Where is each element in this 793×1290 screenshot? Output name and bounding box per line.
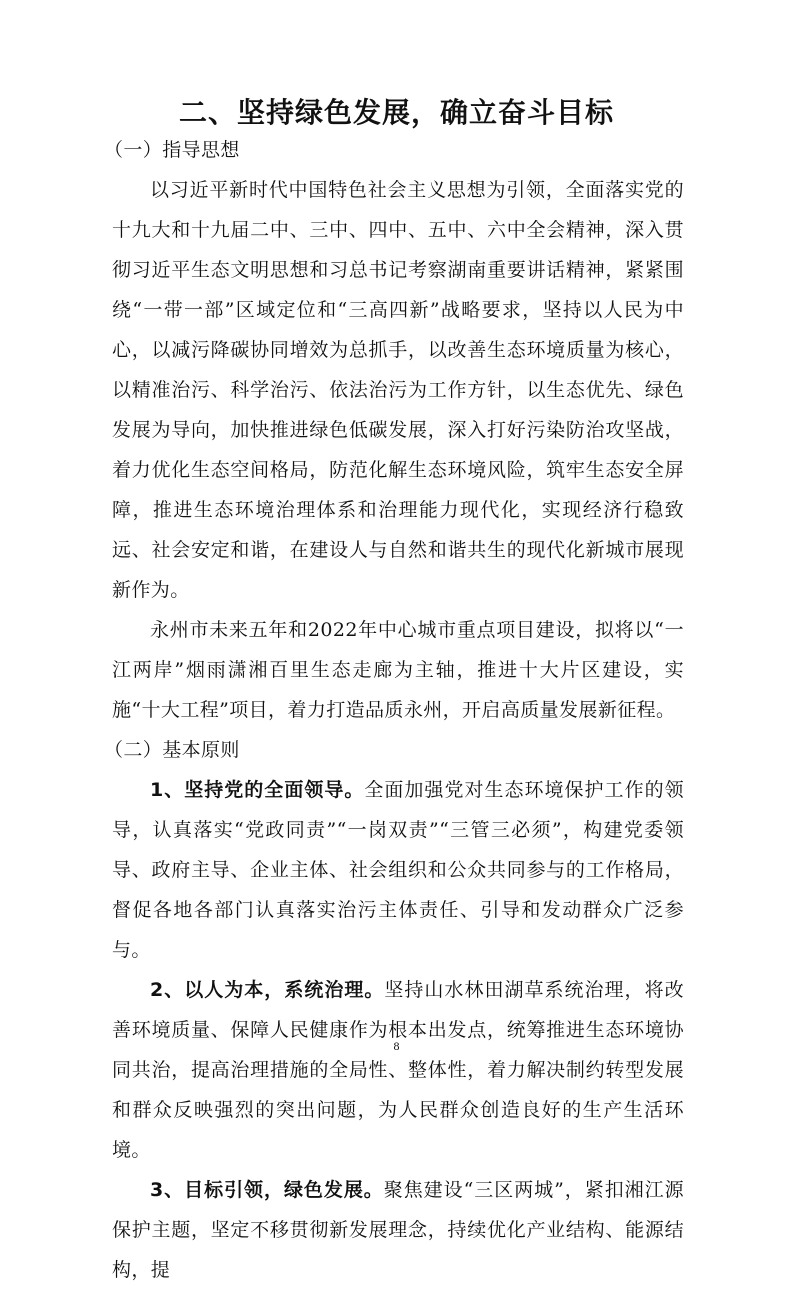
section-heading-guiding-ideology: （一）指导思想 [104,139,240,161]
page-title: 二、坚持绿色发展，确立奋斗目标 [178,96,614,129]
page-number: 8 [393,1039,400,1053]
principle-label: 1、坚持党的全面领导。 [150,779,365,801]
principle-label: 3、目标引领，绿色发展。 [150,1179,384,1201]
section-heading-basic-principles: （二）基本原则 [104,739,240,761]
paragraph-key-projects: 永州市未来五年和2022年中心城市重点项目建设，拟将以“一江两岸”烟雨潇湘百里生态走廊为主轴，推进十大片区建设，实施“十大工程”项目，着力打造品质永州，开启高质量发展新征程。 [112,619,684,721]
principle-item-2 [112,970,684,1170]
principle-text: 全面加强党对生态环境保护工作的领导，认真落实“党政同责”“一岗双责”“三管三必须”，构建党委领导、政府主导、企业主体、社会组织和公众共同参与的工作格局，督促各地各部门认真落实治污主体责任、引导和发动群众广泛参与。 [112,779,685,961]
principle-item-3 [112,1170,684,1290]
principle-label: 2、以人为本，系统治理。 [150,979,385,1001]
document-body [104,130,685,1290]
principle-text: 坚持山水林田湖草系统治理，将改善环境质量、保障人民健康作为根本出发点，统筹推进生态环境协同共治，提高治理措施的全局性、整体性，着力解决制约转型发展和群众反映强烈的突出问题，为人民群众创造良好的生产生活环境。 [112,979,684,1161]
paragraph-guiding-ideology: 以习近平新时代中国特色社会主义思想为引领，全面落实党的十九大和十九届二中、三中、四中、五中、六中全会精神，深入贯彻习近平生态文明思想和习总书记考察湖南重要讲话精神，紧紧围绕“一带一部”区域定位和“三高四新”战略要求，坚持以人民为中心，以减污降碳协同增效为总抓手，以改善生态环境质量为核心，以精准治污、科学治污、依法治污为工作方针，以生态优先、绿色发展为导向，加快推进绿色低碳发展，深入打好污染防治攻坚战，着力优化生态空间格局，防范化解生态环境风险，筑牢生态安全屏障，推进生态环境治理体系和治理能力现代化，实现经济行稳致远、社会安定和谐，在建设人与自然和谐共生的现代化新城市展现新作为。 [112,179,684,601]
principle-item-1 [112,770,684,970]
principle-text: 聚焦建设“三区两城”，紧扣湘江源保护主题，坚定不移贯彻新发展理念，持续优化产业结构、能源结构，提 [112,1179,684,1281]
